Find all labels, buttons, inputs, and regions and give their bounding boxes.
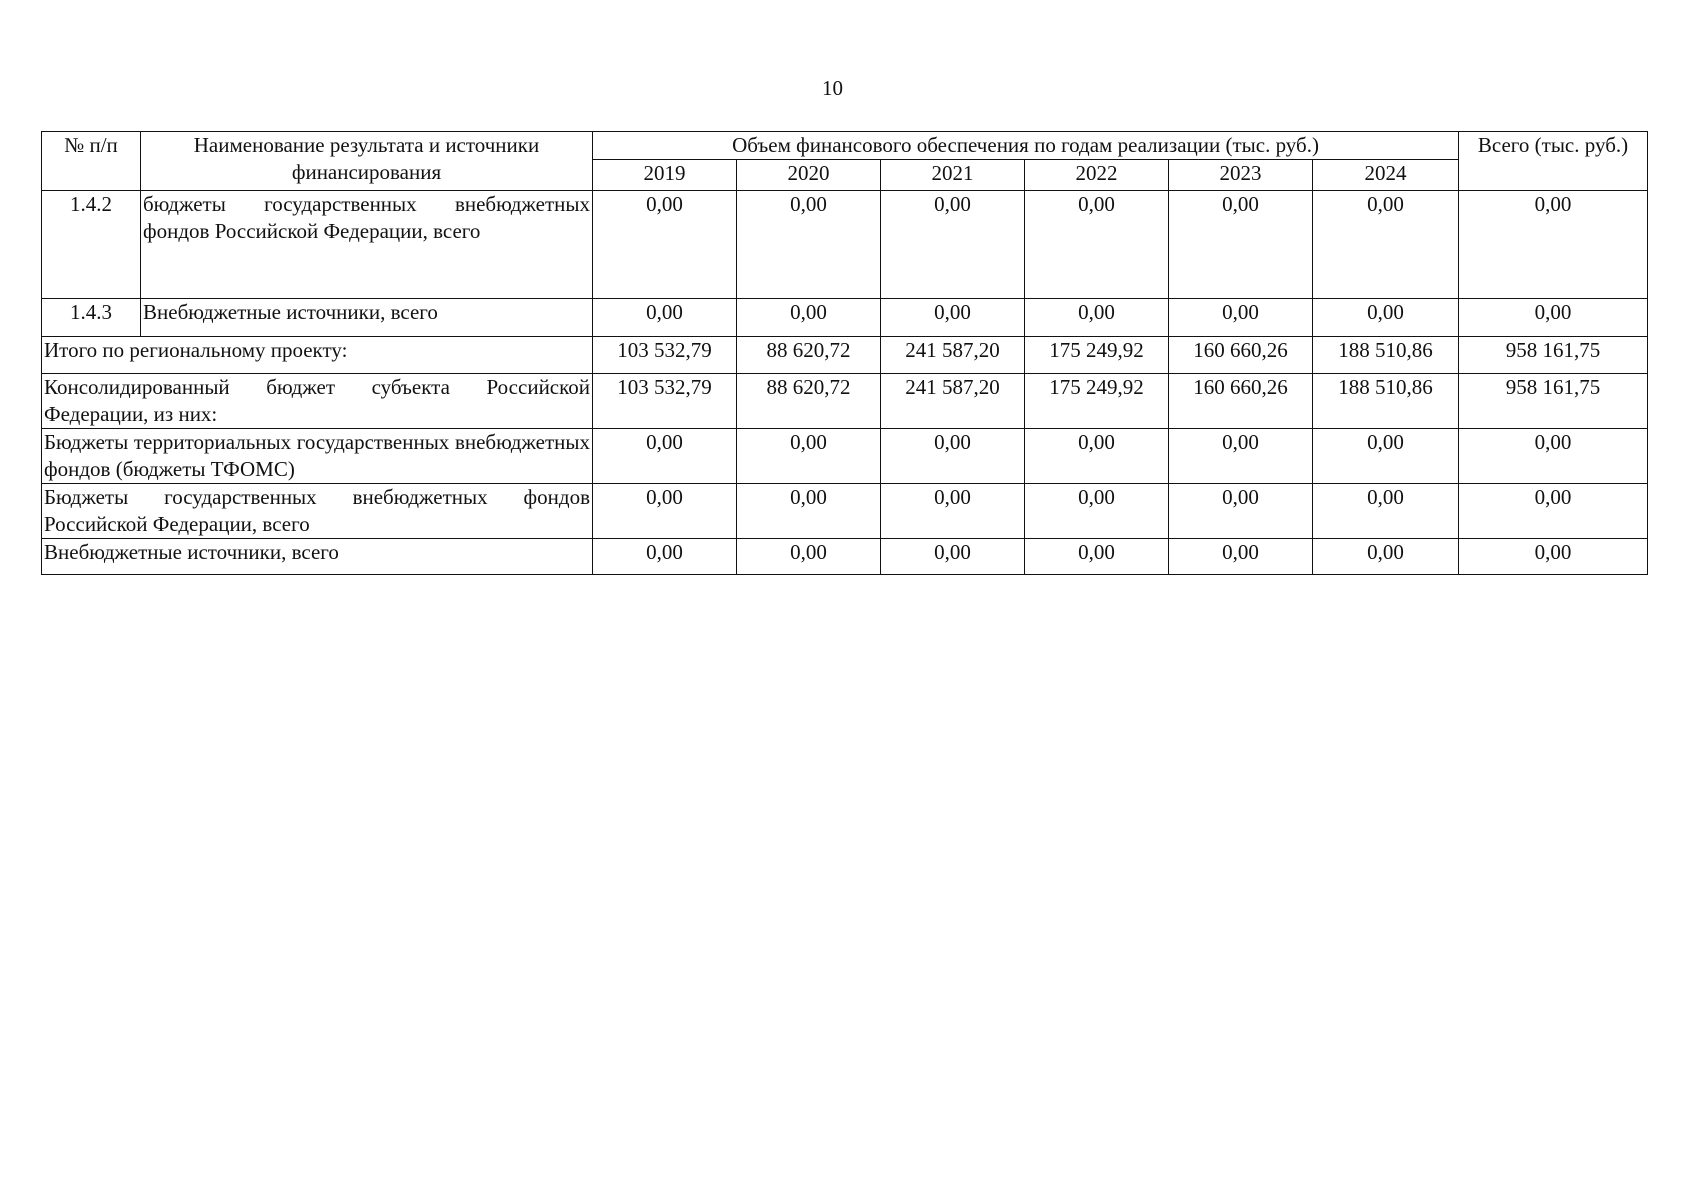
value-cell: 0,00 [593,539,737,575]
row-name: Бюджеты территориальных государственных внебюджетных фондов (бюджеты ТФОМС) [42,429,593,484]
value-cell: 0,00 [1169,299,1313,337]
value-cell: 241 587,20 [881,374,1025,429]
value-cell: 0,00 [881,299,1025,337]
value-cell: 0,00 [881,429,1025,484]
value-cell: 188 510,86 [1313,374,1459,429]
row-name: Внебюджетные источники, всего [42,539,593,575]
value-cell: 0,00 [1025,429,1169,484]
total-cell: 958 161,75 [1459,337,1648,374]
total-cell: 0,00 [1459,484,1648,539]
value-cell: 0,00 [1169,539,1313,575]
value-cell: 0,00 [1025,191,1169,299]
value-cell: 103 532,79 [593,337,737,374]
value-cell: 0,00 [881,539,1025,575]
value-cell: 0,00 [737,191,881,299]
row-name: Бюджеты государственных внебюджетных фондов Российской Федерации, всего [42,484,593,539]
value-cell: 0,00 [1025,484,1169,539]
header-num: № п/п [42,132,141,191]
value-cell: 0,00 [593,484,737,539]
table-row [42,337,1648,374]
value-cell: 0,00 [1313,429,1459,484]
row-name: бюджеты государственных внебюджетных фондов Российской Федерации, всего [141,191,593,299]
header-name: Наименование результата и источники финансирования [141,132,593,191]
value-cell: 0,00 [1313,484,1459,539]
header-row [42,132,1648,160]
table-row [42,374,1648,429]
year-header: 2022 [1025,160,1169,191]
value-cell: 0,00 [737,484,881,539]
row-code: 1.4.2 [42,191,141,299]
header-volume: Объем финансового обеспечения по годам реализации (тыс. руб.) [593,132,1459,160]
value-cell: 0,00 [737,299,881,337]
value-cell: 175 249,92 [1025,374,1169,429]
table-row [42,191,1648,299]
page-number: 10 [822,76,843,100]
total-cell: 0,00 [1459,299,1648,337]
row-name: Итого по региональному проекту: [42,337,593,374]
value-cell: 0,00 [1025,539,1169,575]
value-cell: 188 510,86 [1313,337,1459,374]
value-cell: 0,00 [1169,191,1313,299]
row-code: 1.4.3 [42,299,141,337]
value-cell: 0,00 [1313,539,1459,575]
value-cell: 0,00 [881,191,1025,299]
value-cell: 0,00 [593,299,737,337]
table-row [42,429,1648,484]
value-cell: 160 660,26 [1169,337,1313,374]
row-name: Консолидированный бюджет субъекта Российской Федерации, из них: [42,374,593,429]
value-cell: 175 249,92 [1025,337,1169,374]
value-cell: 0,00 [593,191,737,299]
total-cell: 958 161,75 [1459,374,1648,429]
year-header: 2024 [1313,160,1459,191]
year-header: 2020 [737,160,881,191]
value-cell: 103 532,79 [593,374,737,429]
value-cell: 0,00 [1169,429,1313,484]
year-header: 2021 [881,160,1025,191]
value-cell: 0,00 [737,539,881,575]
total-cell: 0,00 [1459,191,1648,299]
value-cell: 0,00 [737,429,881,484]
total-cell: 0,00 [1459,429,1648,484]
header-total: Всего (тыс. руб.) [1459,132,1648,191]
table-row [42,539,1648,575]
table-row [42,299,1648,337]
year-header: 2019 [593,160,737,191]
value-cell: 0,00 [1313,191,1459,299]
row-name: Внебюджетные источники, всего [141,299,593,337]
value-cell: 0,00 [1025,299,1169,337]
value-cell: 160 660,26 [1169,374,1313,429]
financing-table [41,131,1648,575]
year-header: 2023 [1169,160,1313,191]
table-row [42,484,1648,539]
total-cell: 0,00 [1459,539,1648,575]
value-cell: 88 620,72 [737,337,881,374]
value-cell: 0,00 [881,484,1025,539]
value-cell: 241 587,20 [881,337,1025,374]
value-cell: 88 620,72 [737,374,881,429]
value-cell: 0,00 [1313,299,1459,337]
value-cell: 0,00 [1169,484,1313,539]
value-cell: 0,00 [593,429,737,484]
